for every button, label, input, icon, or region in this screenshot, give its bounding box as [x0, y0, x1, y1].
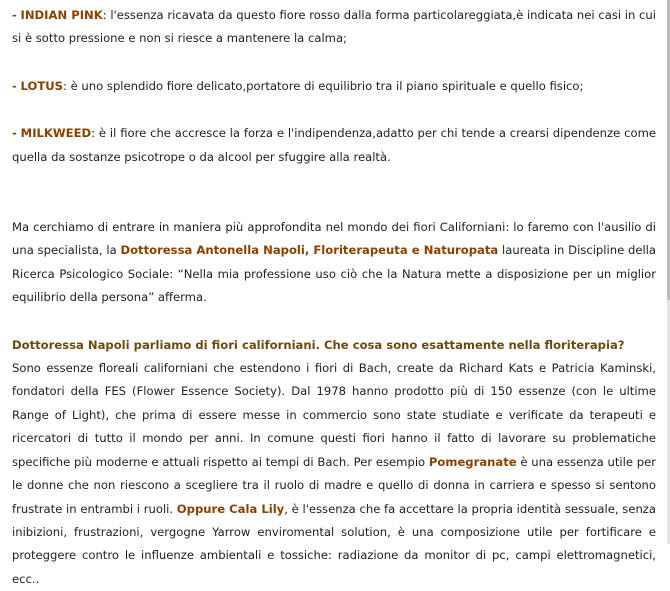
- article-body: [12, 4, 656, 591]
- essence-name-pomegranate: Pomegranate: [428, 454, 517, 469]
- doctor-name: Dottoressa Antonella Napoli, Floriterapeuta e Naturopata: [120, 243, 499, 258]
- paragraph-text: : è il fiore che accresce la forza e l'indipendenza,adatto per chi tende a crearsi dipendenze come quella da sostanze psicotrope o da alcool per sfuggire alla realtà.: [12, 126, 656, 164]
- list-dash: -: [12, 78, 17, 93]
- flower-name-milkweed: MILKWEED: [20, 126, 92, 141]
- paragraph-text: Sono essenze floreali californiani che estendono i fiori di Bach, create da Richard Kats e Patricia Kaminski, fondatori della FES (Flower Essence Society). Dal 1978 hanno prodotto più di 150 essenze (con le ultime Range of Light), che prima di essere messe in commercio sono state studiate e verificate da terapeuti e ricercatori di tutto il mondo per anni. In comune questi fiori hanno il fatto di lavorare su problematiche specifiche più moderne e attuali rispetto ai tempi di Bach. Per esempio: [12, 361, 656, 469]
- paragraph-intro: [12, 216, 656, 310]
- interview-question: Dottoressa Napoli parliamo di fiori californiani. Che cosa sono esattamente nella floriterapia?: [12, 337, 625, 352]
- paragraph-milkweed: [12, 122, 656, 169]
- spacer: [12, 51, 656, 75]
- paragraph-answer: [12, 357, 656, 591]
- paragraph-text: , è l'essenza che fa accettare la propria identità sessuale, senza inibizioni, frustrazioni, vergogne Yarrow enviromental solution, è una composizione utile per fortificare e proteggere contro le influenze ambientali e tossiche: radiazione da monitor di pc, campi elettromagnetici, ecc..: [12, 501, 657, 586]
- essence-name-cala-lily: Oppure Cala Lily: [176, 501, 285, 516]
- paragraph-indian-pink: [12, 4, 656, 51]
- paragraph-text: laureata in Discipline della Ricerca Psicologico Sociale: “Nella mia professione uso ciò che la Natura mette a disposizione per un miglior equilibrio della persona” afferma.: [12, 243, 656, 305]
- paragraph-text: : l'essenza ricavata da questo fiore rosso dalla forma particolareggiata,è indicata nei casi in cui si è sotto pressione e non si riesce a mantenere la calma;: [12, 8, 656, 46]
- paragraph-text: : è uno splendido fiore delicato,portatore di equilibrio tra il piano spirituale e quello fisico;: [63, 78, 584, 93]
- spacer: [12, 310, 656, 334]
- paragraph-text: Ma cerchiamo di entrare in maniera più approfondita nel mondo dei fiori Californiani: lo faremo con l'ausilio di una specialista, la: [12, 220, 656, 258]
- list-dash: -: [12, 8, 17, 22]
- flower-name-lotus: LOTUS: [20, 78, 64, 93]
- spacer: [12, 98, 656, 122]
- paragraph-text: è una essenza utile per le donne che non riescono a scegliere tra il ruolo di madre e quello di donna in carriera e spesso si sentono frustrate in entrambi i ruoli.: [12, 454, 656, 516]
- list-dash: -: [12, 126, 17, 141]
- flower-name-indian-pink: INDIAN PINK: [20, 8, 103, 22]
- spacer: [12, 169, 656, 216]
- paragraph-lotus: [12, 75, 656, 98]
